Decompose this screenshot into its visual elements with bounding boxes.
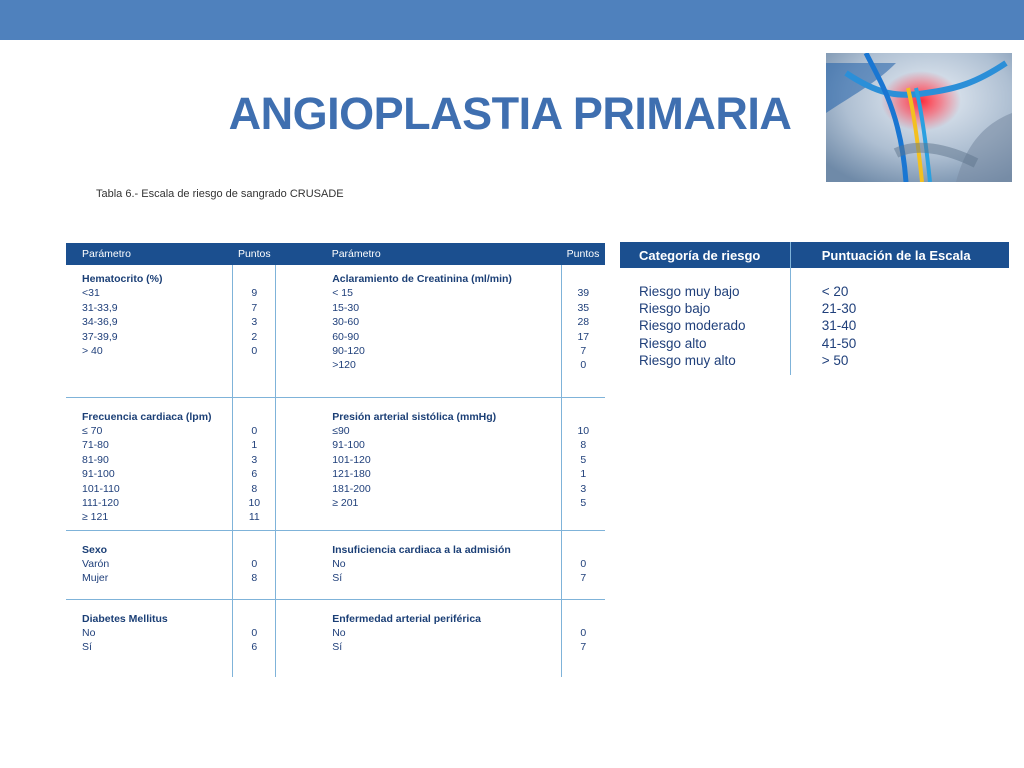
left-row-label: ≥ 121 — [82, 511, 109, 524]
left-row-label: 91-100 — [82, 468, 115, 481]
right-row-label: 90-120 — [332, 345, 365, 358]
crusade-table-caption: Tabla 6.- Escala de riesgo de sangrado CRUSADE — [96, 188, 344, 200]
left-row-points: 1 — [251, 439, 258, 452]
right-row-label: >120 — [332, 359, 356, 372]
right-points-cell — [561, 265, 605, 397]
left-parameter-cell — [66, 265, 233, 397]
left-row-label: <31 — [82, 287, 100, 300]
risk-header-row — [620, 242, 1009, 268]
right-parameter-cell — [276, 265, 561, 397]
header-points-right: Puntos — [561, 243, 605, 265]
left-parameter-cell — [66, 397, 233, 530]
left-row-points: 0 — [251, 626, 258, 639]
top-accent-bar — [0, 0, 1024, 40]
right-row-label: 181-200 — [332, 482, 371, 495]
right-row-label: Sí — [332, 572, 343, 585]
right-row-label: 60-90 — [332, 330, 360, 343]
risk-category-label: Riesgo moderado — [639, 318, 746, 334]
right-row-points: 3 — [580, 482, 587, 495]
right-points-cell — [561, 397, 605, 530]
left-row-points: 3 — [251, 453, 258, 466]
right-points-cell — [561, 530, 605, 599]
right-group-title: Aclaramiento de Creatinina (ml/min) — [332, 273, 512, 285]
right-parameter-cell — [276, 599, 561, 677]
right-group-title: Presión arterial sistólica (mmHg) — [332, 410, 497, 423]
right-points-cell — [561, 599, 605, 677]
left-points-cell — [233, 397, 276, 530]
left-row-points: 7 — [251, 301, 258, 314]
crusade-group-row — [66, 397, 605, 530]
right-parameter-cell — [276, 530, 561, 599]
right-row-points: 0 — [580, 359, 587, 372]
right-row-label: 101-120 — [332, 453, 371, 466]
crusade-group-row — [66, 530, 605, 599]
left-row-points: 0 — [251, 424, 258, 437]
risk-categories — [620, 268, 790, 375]
left-points-cell — [233, 530, 276, 599]
left-row-label: No — [82, 626, 96, 639]
left-points-cell — [233, 599, 276, 677]
crusade-bleeding-risk-table — [66, 243, 605, 677]
left-row-points: 10 — [248, 496, 261, 509]
left-row-label: 71-80 — [82, 439, 109, 452]
right-row-points: 35 — [577, 301, 590, 314]
right-row-label: ≤90 — [332, 424, 350, 437]
risk-score-range: 31-40 — [821, 318, 857, 334]
risk-category-label: Riesgo bajo — [639, 301, 711, 317]
left-row-label: Varón — [82, 557, 110, 570]
left-group-title: Frecuencia cardiaca (lpm) — [82, 410, 212, 423]
right-group-title: Enfermedad arterial periférica — [332, 612, 482, 625]
left-row-points: 8 — [251, 572, 258, 585]
left-row-points: 6 — [251, 468, 258, 481]
right-row-points: 8 — [580, 439, 587, 452]
risk-score-range: 41-50 — [821, 335, 857, 351]
right-row-points: 1 — [580, 468, 587, 481]
risk-score-range: > 50 — [821, 352, 849, 368]
left-points-cell — [233, 265, 276, 397]
risk-score-range: 21-30 — [821, 301, 857, 317]
crusade-group-row — [66, 599, 605, 677]
risk-category-label: Riesgo muy bajo — [639, 284, 740, 299]
right-row-points: 39 — [577, 287, 590, 300]
angioplasty-image — [826, 53, 1012, 182]
left-row-points: 6 — [251, 641, 258, 654]
right-row-points: 7 — [580, 345, 587, 358]
right-row-points: 5 — [580, 453, 587, 466]
header-param-right: Parámetro — [276, 243, 561, 265]
left-parameter-cell — [66, 530, 233, 599]
right-row-points: 0 — [580, 557, 587, 570]
risk-category-label: Riesgo alto — [639, 335, 707, 351]
left-row-points: 2 — [251, 330, 258, 343]
right-row-points: 0 — [580, 626, 587, 639]
right-row-points: 7 — [580, 572, 587, 585]
left-row-points: 11 — [248, 511, 260, 524]
risk-body-row — [620, 268, 1009, 375]
left-row-label: 34-36,9 — [82, 316, 118, 329]
header-points-left: Puntos — [233, 243, 276, 265]
left-row-label: > 40 — [82, 345, 103, 358]
left-row-label: 81-90 — [82, 453, 109, 466]
risk-scores — [790, 268, 1009, 375]
left-row-label: 31-33,9 — [82, 301, 118, 314]
left-row-label: 111-120 — [82, 496, 119, 509]
left-row-label: Mujer — [82, 572, 109, 585]
header-risk-category: Categoría de riesgo — [620, 242, 790, 268]
right-row-points: 5 — [580, 496, 587, 509]
risk-category-table — [620, 242, 1009, 375]
slide-title: ANGIOPLASTIA PRIMARIA — [228, 88, 792, 139]
right-parameter-cell — [276, 397, 561, 530]
left-row-label: 101-110 — [82, 482, 120, 495]
right-row-points: 17 — [577, 330, 590, 343]
left-group-title: Hematocrito (%) — [82, 273, 163, 285]
left-row-label: Sí — [82, 641, 92, 654]
left-row-label: ≤ 70 — [82, 424, 103, 437]
left-row-points: 0 — [251, 557, 258, 570]
right-row-label: No — [332, 626, 346, 639]
right-row-label: 121-180 — [332, 468, 371, 481]
right-row-points: 28 — [577, 316, 590, 329]
right-row-label: 30-60 — [332, 316, 360, 329]
left-row-points: 3 — [251, 316, 258, 329]
right-row-label: Sí — [332, 641, 343, 654]
left-row-points: 8 — [251, 482, 258, 495]
right-row-label: < 15 — [332, 287, 353, 300]
left-parameter-cell — [66, 599, 233, 677]
left-row-label: 37-39,9 — [82, 330, 118, 343]
header-param-left: Parámetro — [66, 243, 233, 265]
right-group-title: Insuficiencia cardiaca a la admisión — [332, 543, 511, 556]
left-group-title: Sexo — [82, 543, 108, 556]
crusade-group-row — [66, 265, 605, 397]
right-row-label: 91-100 — [332, 439, 365, 452]
left-group-title: Diabetes Mellitus — [82, 612, 168, 625]
right-row-label: 15-30 — [332, 301, 360, 314]
left-row-points: 9 — [251, 287, 258, 300]
right-row-label: No — [332, 557, 346, 570]
left-row-points: 0 — [251, 345, 258, 358]
right-row-points: 10 — [577, 424, 590, 437]
risk-score-range: < 20 — [821, 284, 849, 299]
angioplasty-catheter-icon — [826, 53, 1012, 182]
header-scale-score: Puntuación de la Escala — [790, 242, 1009, 268]
right-row-label: ≥ 201 — [332, 496, 359, 509]
crusade-header-row — [66, 243, 605, 265]
right-row-points: 7 — [580, 641, 587, 654]
risk-category-label: Riesgo muy alto — [639, 352, 736, 368]
